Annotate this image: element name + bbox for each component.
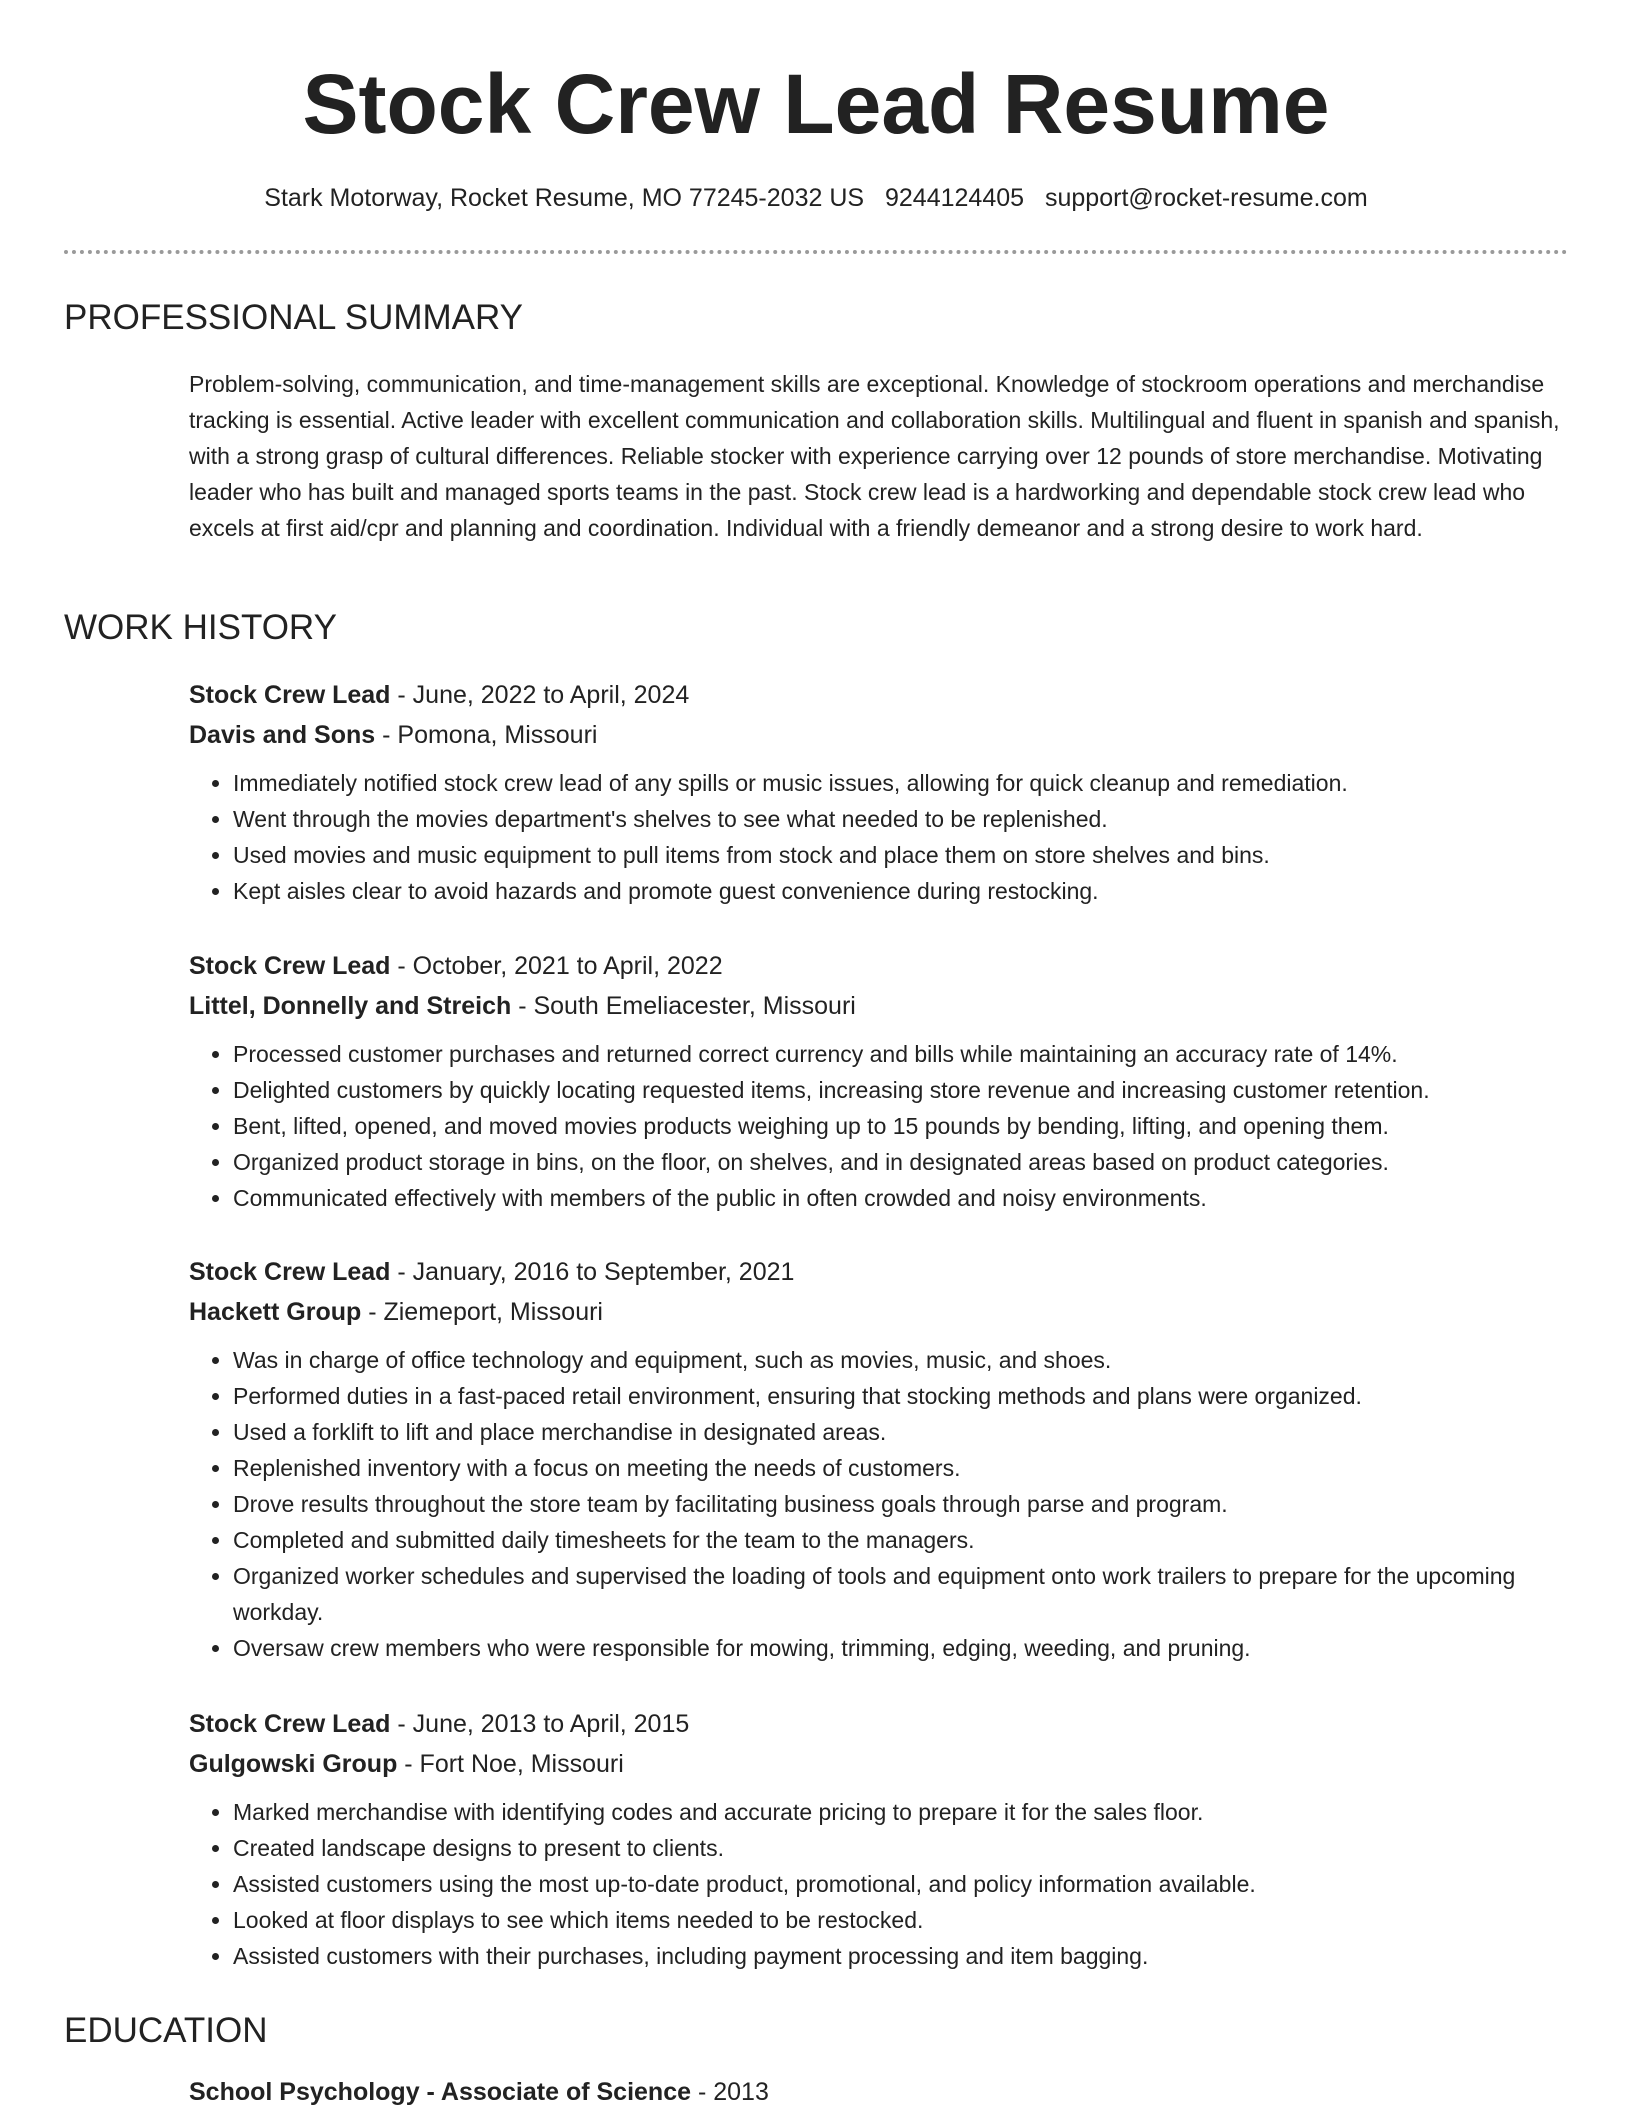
duty-item: • Oversaw crew members who were responsible for mowing, trimming, edging, weeding, and pruning. bbox=[233, 1630, 1569, 1666]
summary-text: Problem-solving, communication, and time-management skills are exceptional. Knowledge of stockroom operations and merchandise tracking is essential. Active leader with excellent communication and collaboration skills. Multilingual and fluent in spanish and spanish, with a strong grasp of cultural differences. Reliable stocker with experience carrying over 12 pounds of store merchandise. Motivating leader who has built and managed sports teams in the past. Stock crew lead is a hardworking and dependable stock crew lead who excels at first aid/cpr and planning and coordination. Individual with a friendly demeanor and a strong desire to work hard. bbox=[189, 371, 1560, 541]
job-entry bbox=[189, 675, 1569, 909]
job-dates: - June, 2013 to April, 2015 bbox=[390, 1710, 690, 1738]
job-title-line bbox=[189, 946, 1569, 986]
header-divider bbox=[64, 250, 1568, 254]
duty-item: • Completed and submitted daily timesheets for the team to the managers. bbox=[233, 1522, 1569, 1558]
duty-item: • Bent, lifted, opened, and moved movies products weighing up to 15 pounds by bending, lifting, and opening them. bbox=[233, 1108, 1569, 1144]
duty-item: • Used movies and music equipment to pull items from stock and place them on store shelves and bins. bbox=[233, 837, 1569, 873]
education-year: - 2013 bbox=[691, 2078, 769, 2106]
duty-item: • Organized product storage in bins, on the floor, on shelves, and in designated areas based on product categories. bbox=[233, 1144, 1569, 1180]
education-degree: School Psychology - Associate of Science bbox=[189, 2078, 692, 2106]
job-location: - South Emeliacester, Missouri bbox=[511, 992, 856, 1020]
duty-item: • Processed customer purchases and returned correct currency and bills while maintaining an accuracy rate of 14%. bbox=[233, 1036, 1569, 1072]
education-heading: EDUCATION bbox=[64, 2011, 268, 2050]
job-company-line bbox=[189, 986, 1569, 1026]
job-location: - Pomona, Missouri bbox=[375, 721, 598, 749]
job-company: Gulgowski Group bbox=[189, 1750, 398, 1778]
job-dates: - June, 2022 to April, 2024 bbox=[390, 681, 690, 709]
job-location: - Ziemeport, Missouri bbox=[361, 1298, 603, 1326]
contact-address: Stark Motorway, Rocket Resume, MO 77245-2032 US bbox=[264, 184, 865, 212]
duty-item: • Created landscape designs to present to clients. bbox=[233, 1830, 1569, 1866]
job-company: Hackett Group bbox=[189, 1298, 362, 1326]
job-title: Stock Crew Lead bbox=[189, 952, 391, 980]
duties-list bbox=[189, 765, 1569, 909]
job-location: - Fort Noe, Missouri bbox=[397, 1750, 624, 1778]
work-history-heading: WORK HISTORY bbox=[64, 608, 337, 647]
duty-item: • Replenished inventory with a focus on meeting the needs of customers. bbox=[233, 1450, 1569, 1486]
contact-phone: 9244124405 bbox=[885, 184, 1025, 212]
contact-line bbox=[0, 180, 1632, 216]
duty-item: • Performed duties in a fast-paced retail environment, ensuring that stocking methods and plans were organized. bbox=[233, 1378, 1569, 1414]
education-line bbox=[189, 2072, 1569, 2112]
duty-item: • Drove results throughout the store team by facilitating business goals through parse and program. bbox=[233, 1486, 1569, 1522]
job-title: Stock Crew Lead bbox=[189, 681, 391, 709]
job-title-line bbox=[189, 1252, 1569, 1292]
duties-list bbox=[189, 1794, 1569, 1974]
duty-item: • Kept aisles clear to avoid hazards and promote guest convenience during restocking. bbox=[233, 873, 1569, 909]
duty-item: • Immediately notified stock crew lead of any spills or music issues, allowing for quick cleanup and remediation. bbox=[233, 765, 1569, 801]
job-company-line bbox=[189, 1744, 1569, 1784]
duty-item: • Used a forklift to lift and place merchandise in designated areas. bbox=[233, 1414, 1569, 1450]
duty-item: • Looked at floor displays to see which items needed to be restocked. bbox=[233, 1902, 1569, 1938]
duty-item: • Delighted customers by quickly locating requested items, increasing store revenue and increasing customer retention. bbox=[233, 1072, 1569, 1108]
job-title: Stock Crew Lead bbox=[189, 1710, 391, 1738]
job-title: Stock Crew Lead bbox=[189, 1258, 391, 1286]
duty-item: • Communicated effectively with members of the public in often crowded and noisy environments. bbox=[233, 1180, 1569, 1216]
job-entry bbox=[189, 946, 1569, 1216]
job-dates: - January, 2016 to September, 2021 bbox=[390, 1258, 795, 1286]
job-title-line bbox=[189, 1704, 1569, 1744]
contact-email: support@rocket-resume.com bbox=[1045, 184, 1368, 212]
job-company-line bbox=[189, 715, 1569, 755]
duties-list bbox=[189, 1342, 1569, 1666]
duty-item: • Organized worker schedules and supervised the loading of tools and equipment onto work trailers to prepare for the upcoming workday. bbox=[233, 1558, 1569, 1630]
education-entry bbox=[189, 2072, 1569, 2112]
job-entry bbox=[189, 1252, 1569, 1666]
resume-title: Stock Crew Lead Resume bbox=[302, 57, 1330, 151]
duty-item: • Marked merchandise with identifying codes and accurate pricing to prepare it for the sales floor. bbox=[233, 1794, 1569, 1830]
duty-item: • Assisted customers using the most up-to-date product, promotional, and policy information available. bbox=[233, 1866, 1569, 1902]
job-dates: - October, 2021 to April, 2022 bbox=[390, 952, 723, 980]
duty-item: • Was in charge of office technology and equipment, such as movies, music, and shoes. bbox=[233, 1342, 1569, 1378]
job-company: Littel, Donnelly and Streich bbox=[189, 992, 512, 1020]
job-title-line bbox=[189, 675, 1569, 715]
job-company: Davis and Sons bbox=[189, 721, 376, 749]
duties-list bbox=[189, 1036, 1569, 1216]
duty-item: • Assisted customers with their purchases, including payment processing and item bagging. bbox=[233, 1938, 1569, 1974]
job-company-line bbox=[189, 1292, 1569, 1332]
duty-item: • Went through the movies department's shelves to see what needed to be replenished. bbox=[233, 801, 1569, 837]
summary-heading: PROFESSIONAL SUMMARY bbox=[64, 298, 523, 337]
job-entry bbox=[189, 1704, 1569, 1974]
